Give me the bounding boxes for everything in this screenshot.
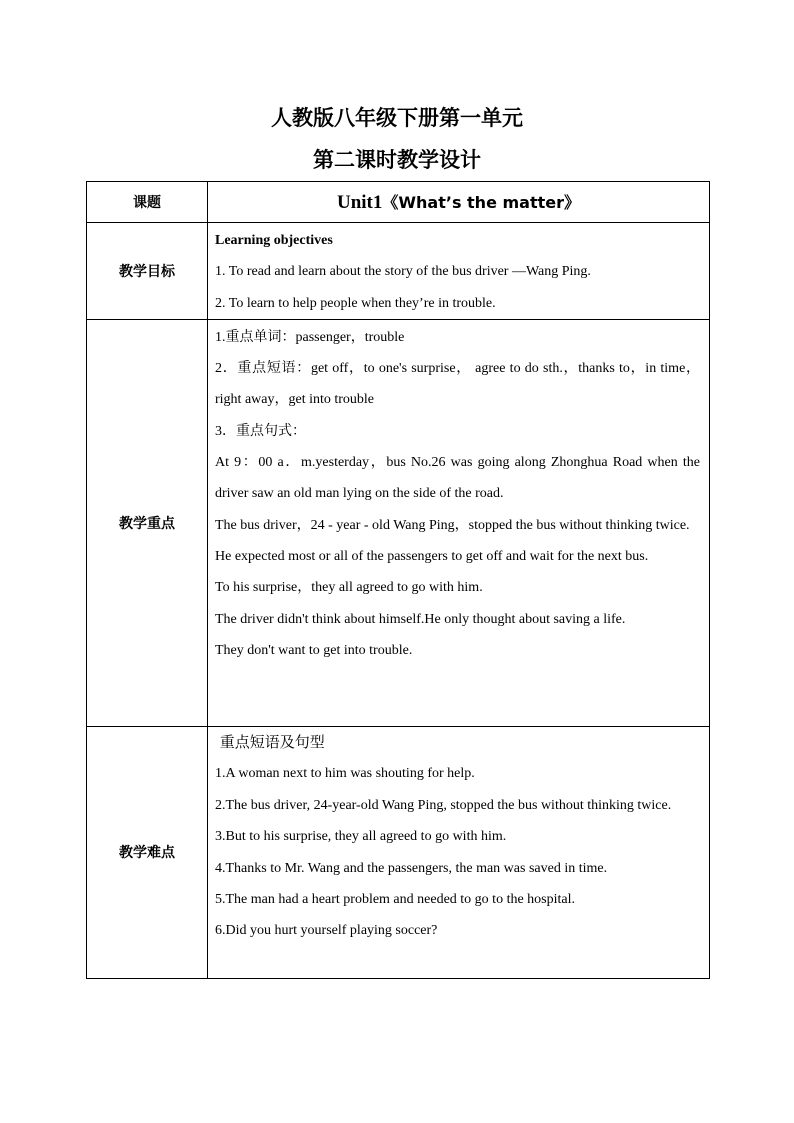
topic-book-title: 《What’s the matter》 bbox=[382, 193, 581, 212]
difficulties-label: 教学难点 bbox=[87, 726, 208, 978]
key-point-item: To his surprise，they all agreed to go with him. bbox=[215, 580, 483, 596]
objectives-heading: Learning objectives bbox=[215, 233, 333, 248]
key-point-item: They don't want to get into trouble. bbox=[215, 642, 413, 658]
key-point-item: The bus driver，24 - year - old Wang Ping，stopped the bus without thinking twice. bbox=[215, 517, 690, 533]
difficulty-item: 2.The bus driver, 24-year-old Wang Ping, stopped the bus without thinking twice. bbox=[215, 797, 672, 813]
difficulties-row bbox=[87, 726, 710, 978]
lesson-plan-table bbox=[86, 181, 710, 979]
key-point-item: 3．重点句式： bbox=[215, 423, 306, 439]
topic-unit: Unit1 bbox=[336, 192, 383, 213]
topic-row bbox=[87, 182, 710, 223]
objectives-cell bbox=[208, 223, 710, 320]
key-point-item: At 9：00 a．m.yesterday，bus No.26 was going along Zhonghua Road when the driver saw an old man lying on the side of the road. bbox=[215, 455, 700, 502]
difficulty-item: 4.Thanks to Mr. Wang and the passengers, the man was saved in time. bbox=[215, 860, 608, 876]
key-points-cell bbox=[208, 319, 710, 726]
key-point-item: The driver didn't think about himself.He only thought about saving a life. bbox=[215, 611, 626, 627]
key-points-row bbox=[87, 319, 710, 726]
objective-item: 2. To learn to help people when they’re in trouble. bbox=[215, 295, 496, 311]
difficulty-item: 1.A woman next to him was shouting for help. bbox=[215, 766, 475, 782]
difficulty-item: 3.But to his surprise, they all agreed to go with him. bbox=[215, 829, 507, 845]
key-point-item: 2．重点短语：get off，to one's surprise， agree to do sth.，thanks to，in time，right away，get into trouble bbox=[215, 361, 700, 408]
difficulties-heading: 重点短语及句型 bbox=[219, 732, 325, 751]
document-subtitle: 第二课时教学设计 bbox=[313, 148, 481, 172]
difficulty-item: 6.Did you hurt yourself playing soccer? bbox=[215, 923, 438, 939]
topic-value bbox=[208, 182, 710, 223]
difficulty-item: 5.The man had a heart problem and needed to go to the hospital. bbox=[215, 891, 576, 907]
objectives-label: 教学目标 bbox=[87, 223, 208, 320]
difficulties-cell bbox=[208, 726, 710, 978]
key-points-label: 教学重点 bbox=[87, 319, 208, 726]
topic-label: 课题 bbox=[87, 182, 208, 223]
key-point-item: He expected most or all of the passengers to get off and wait for the next bus. bbox=[215, 548, 649, 564]
objectives-row bbox=[87, 223, 710, 320]
objective-item: 1. To read and learn about the story of the bus driver —Wang Ping. bbox=[215, 264, 591, 280]
document-title: 人教版八年级下册第一单元 bbox=[271, 106, 523, 130]
key-point-item: 1.重点单词：passenger，trouble bbox=[215, 329, 405, 345]
